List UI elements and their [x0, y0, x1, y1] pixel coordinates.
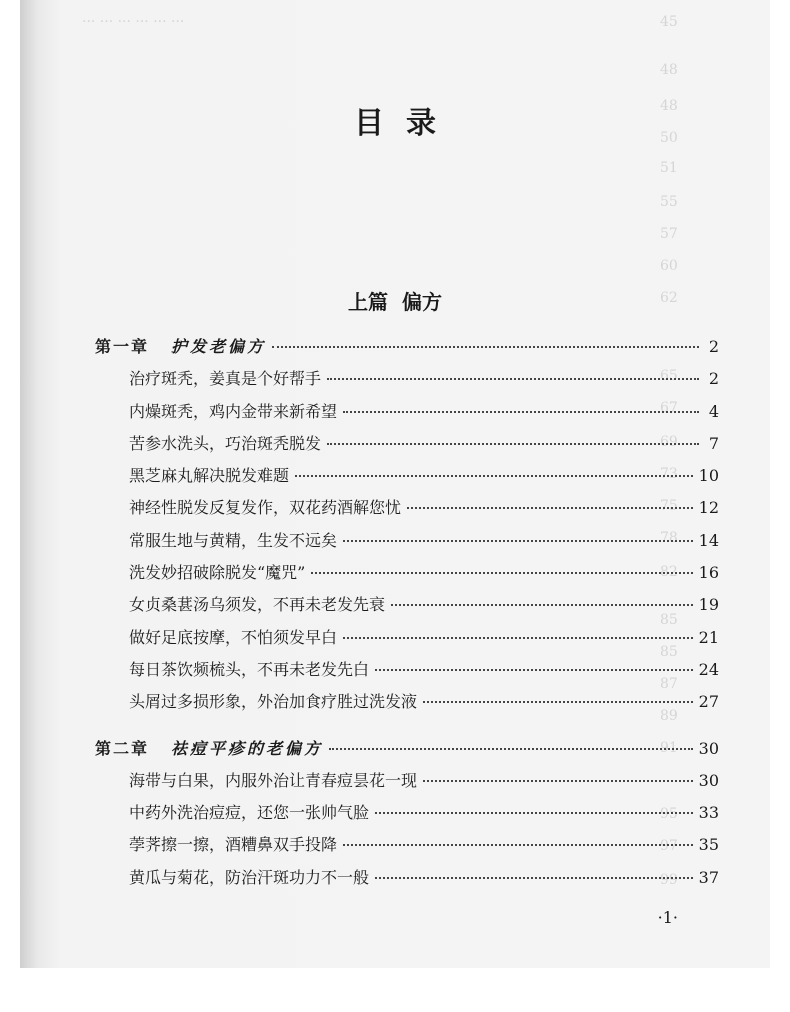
toc-entry[interactable]: [95, 765, 719, 797]
leader-dots: [329, 748, 693, 750]
entry-title: 女贞桑葚汤乌须发，不再未老发先衰: [129, 595, 386, 615]
leader-dots: [423, 701, 693, 703]
toc-entry[interactable]: [95, 557, 719, 589]
toc-entry[interactable]: [95, 396, 719, 428]
page-number: 30: [698, 770, 719, 790]
leader-dots: [327, 378, 699, 380]
leader-dots: [343, 540, 693, 542]
toc-chapter[interactable]: [95, 733, 719, 765]
toc-entry[interactable]: [95, 460, 719, 492]
page-number: 16: [698, 563, 719, 583]
leader-dots: [407, 507, 693, 509]
page-number: 4: [708, 401, 719, 421]
chapter-title: 护发老偏方: [171, 337, 267, 356]
page-number: 12: [698, 498, 719, 518]
page-number: 24: [698, 659, 719, 679]
leader-dots: [375, 877, 693, 879]
leader-dots: [295, 475, 693, 477]
page-number: 35: [698, 835, 719, 855]
leader-dots: [375, 669, 693, 671]
page-title: 目录: [354, 106, 458, 141]
leader-dots: [343, 411, 699, 413]
toc-entry[interactable]: [95, 525, 719, 557]
toc-entry[interactable]: [95, 829, 719, 861]
leader-dots: [327, 443, 699, 445]
leader-dots: [423, 780, 693, 782]
entry-title: 神经性脱发反复发作，双花药酒解您忧: [129, 498, 402, 518]
part-name: 偏方: [402, 290, 442, 314]
part-label: 上篇: [348, 290, 388, 314]
leader-dots: [343, 637, 693, 639]
leader-dots: [375, 812, 693, 814]
leader-dots: [391, 604, 693, 606]
chapter-number: 第一章: [95, 337, 150, 356]
leader-dots: [272, 346, 699, 348]
table-of-contents: [95, 331, 719, 894]
entry-title: 常服生地与黄精，生发不远矣: [129, 530, 338, 550]
toc-chapter[interactable]: [95, 331, 719, 363]
leader-dots: [311, 572, 692, 574]
page-number: 27: [698, 692, 719, 712]
entry-title: 黄瓜与菊花，防治汗斑功力不一般: [129, 867, 370, 887]
page-number: 21: [698, 627, 719, 647]
page-number: 14: [698, 530, 719, 550]
page-folio: ·1·: [657, 908, 678, 927]
chapter-title: 祛痘平疹的老偏方: [171, 738, 324, 758]
entry-title: 治疗斑秃，姜真是个好帮手: [129, 369, 322, 389]
chapter-number: 第二章: [95, 738, 150, 758]
entry-title: 头屑过多损形象，外治加食疗胜过洗发液: [129, 692, 418, 712]
toc-entry[interactable]: [95, 492, 719, 524]
entry-title: 海带与白果，内服外治让青春痘昙花一现: [129, 770, 418, 790]
page-number: 37: [698, 867, 719, 887]
entry-title: 苦参水洗头，巧治斑秃脱发: [129, 433, 322, 453]
page-number: 7: [708, 433, 719, 453]
toc-entry[interactable]: [95, 589, 719, 621]
page-number: 33: [698, 803, 719, 823]
page-number: 30: [698, 738, 719, 758]
page-number: 10: [698, 466, 719, 486]
entry-title: 每日茶饮频梳头，不再未老发先白: [129, 659, 370, 679]
toc-entry[interactable]: [95, 862, 719, 894]
book-page: [20, 0, 770, 968]
entry-title: 做好足底按摩，不怕须发早白: [129, 627, 338, 647]
page-number: 2: [708, 369, 719, 389]
toc-entry[interactable]: [95, 622, 719, 654]
entry-title: 内燥斑秃，鸡内金带来新希望: [129, 401, 338, 421]
part-heading: [20, 286, 770, 315]
toc-entry[interactable]: [95, 654, 719, 686]
toc-entry[interactable]: [95, 797, 719, 829]
entry-title: 荸荠擦一擦，酒糟鼻双手投降: [129, 835, 338, 855]
page-number: 2: [708, 337, 719, 356]
show-through-text: ··· ··· ··· ··· ··· ··· 45 48 48 50 51 55 57 60 62 65 67 69 73 75 78 82 85 85 87 89 91 95 97 99: [82, 14, 678, 888]
page-number: 19: [698, 595, 719, 615]
entry-title: 中药外洗治痘痘，还您一张帅气脸: [129, 803, 370, 823]
entry-title: 黑芝麻丸解决脱发难题: [129, 466, 290, 486]
leader-dots: [343, 844, 693, 846]
toc-entry[interactable]: [95, 363, 719, 395]
toc-entry[interactable]: [95, 428, 719, 460]
entry-title: 洗发妙招破除脱发“魔咒”: [129, 563, 306, 583]
toc-entry[interactable]: [95, 686, 719, 718]
